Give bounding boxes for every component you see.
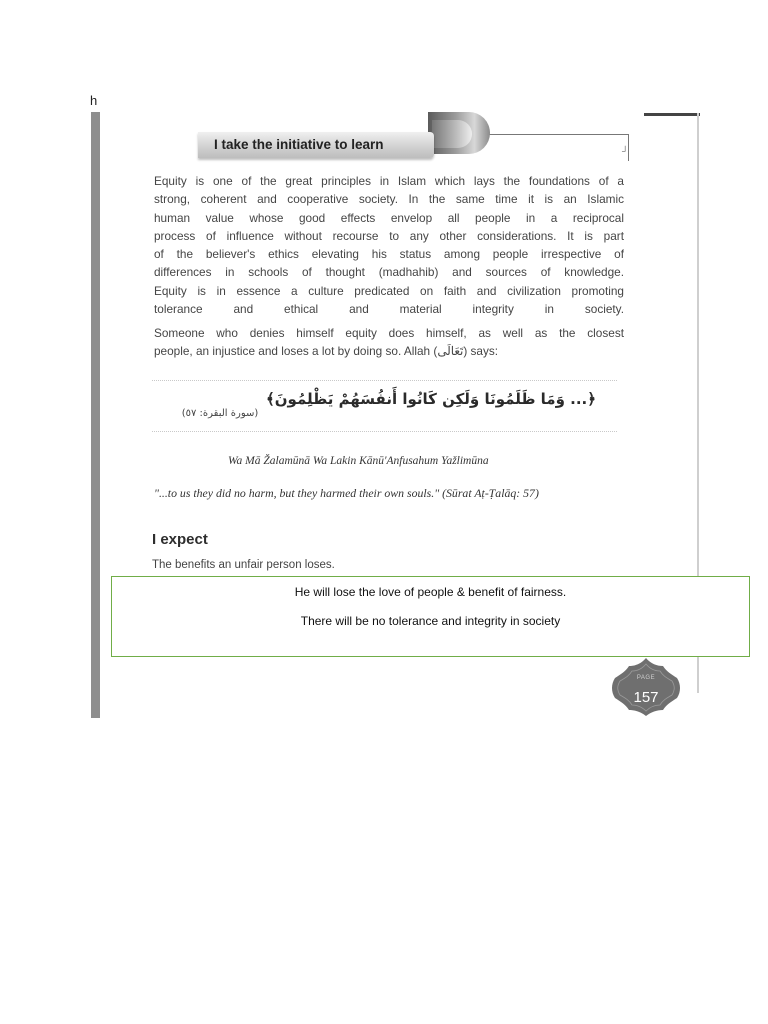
left-margin-bar bbox=[91, 112, 100, 718]
scroll-curl-inner bbox=[432, 120, 472, 148]
arabic-verse: ﴿... وَمَا ظَلَمُونَا وَلَكِن كَانُوا أَنفُسَهُمْ يَظْلِمُونَ﴾ bbox=[265, 390, 597, 408]
paragraph-line: Equity is in essence a culture predicated on faith and civilization promoting bbox=[154, 283, 624, 298]
verse-translation: "...to us they did no harm, but they harmed their own souls." (Sūrat Aṭ-Ṭalāq: 57) bbox=[154, 486, 539, 500]
expect-prompt: The benefits an unfair person loses. bbox=[152, 559, 335, 571]
paragraph-line: differences in schools of thought (madhahib) and sources of knowledge. bbox=[154, 265, 624, 280]
paragraph-line: strong, coherent and cooperative society. In the same time it is an Islamic bbox=[154, 192, 624, 207]
expect-heading: I expect bbox=[152, 531, 208, 548]
paragraph-line: process of influence without recourse to any other considerations. It is part bbox=[154, 228, 624, 243]
page-number-badge bbox=[611, 656, 681, 718]
answer-line: There will be no tolerance and integrity in society bbox=[300, 614, 561, 628]
paragraph-line: Someone who denies himself equity does himself, as well as the closest bbox=[154, 326, 624, 340]
paragraph-equity bbox=[154, 172, 624, 318]
frame-corner-mark: ┘ bbox=[622, 146, 629, 156]
paragraph-injustice bbox=[154, 324, 624, 361]
badge-shape-icon bbox=[611, 656, 681, 718]
badge-label: PAGE bbox=[636, 675, 656, 681]
paragraph-line: people, an injustice and loses a lot by doing so. Allah (تَعَالَى) says: bbox=[154, 344, 499, 359]
side-watermark bbox=[600, 520, 660, 580]
answer-line: He will lose the love of people & benefit of fairness. bbox=[294, 585, 567, 599]
section-title: I take the initiative to learn bbox=[214, 137, 384, 152]
verse-transliteration: Wa Mā Žalamūnā Wa Lakin Kānū'Anfusahum Yažlimūna bbox=[228, 455, 489, 467]
arabic-verse-reference: (سورة البقرة: ٥٧) bbox=[181, 408, 259, 419]
top-rule bbox=[644, 113, 700, 116]
paragraph-line: Equity is one of the great principles in Islam which lays the foundations of a bbox=[154, 174, 624, 188]
answer-textbox[interactable] bbox=[111, 576, 750, 657]
corner-letter: h bbox=[90, 93, 98, 108]
paragraph-line: tolerance and ethical and material integrity in society. bbox=[154, 302, 624, 317]
page-number: 157 bbox=[633, 689, 659, 706]
paragraph-line: human value whose good effects envelop all people in a reciprocal bbox=[154, 210, 624, 225]
paragraph-line: of the believer's ethics elevating his status among people irrespective of bbox=[154, 247, 624, 262]
